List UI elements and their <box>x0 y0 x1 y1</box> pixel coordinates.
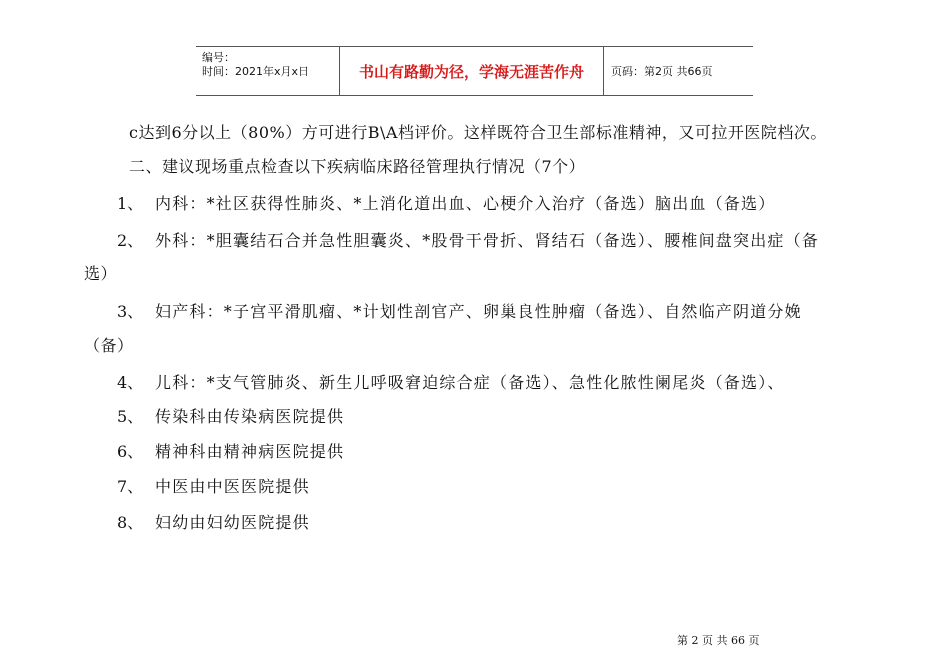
list-item-text: 传染科由传染病医院提供 <box>155 407 345 426</box>
list-item-text: 中医由中医医院提供 <box>155 477 310 496</box>
list-item-continuation: 选） <box>84 264 118 283</box>
list-item-continuation: （备） <box>84 336 134 355</box>
list-item-text: 内科：*社区获得性肺炎、*上消化道出血、心梗介入治疗（备选）脑出血（备选） <box>155 194 776 213</box>
header-motto: 书山有路勤为径，学海无涯苦作舟 <box>340 47 604 95</box>
list-item-number: 4、 <box>117 373 144 392</box>
list-item-number: 3、 <box>117 302 144 321</box>
list-item-text: 妇幼由妇幼医院提供 <box>155 513 310 532</box>
page-footer: 第 2 页 共 66 页 <box>677 634 760 647</box>
list-item <box>117 370 877 390</box>
list-item <box>117 191 877 211</box>
list-item-number: 1、 <box>117 194 144 213</box>
list-item-text: 精神科由精神病医院提供 <box>155 442 345 461</box>
list-item-number: 8、 <box>117 513 144 532</box>
list-item-number: 6、 <box>117 442 144 461</box>
paragraph-2: 二、建议现场重点检查以下疾病临床路径管理执行情况（7个） <box>129 157 586 176</box>
list-item-text: 外科：*胆囊结石合并急性胆囊炎、*股骨干骨折、肾结石（备选）、腰椎间盘突出症（备 <box>155 231 820 250</box>
list-item <box>117 474 877 494</box>
paragraph-1: c达到6分以上（80%）方可进行B\A档评价。这样既符合卫生部标准精神，又可拉开医院档次。 <box>129 123 827 142</box>
list-item-number: 2、 <box>117 231 144 250</box>
page-header <box>196 46 753 96</box>
header-page-info: 页码：第2页 共66页 <box>611 65 713 78</box>
list-item-text: 妇产科：*子宫平滑肌瘤、*计划性剖官产、卵巢良性肿瘤（备选）、自然临产阴道分娩 <box>155 302 802 321</box>
header-meta <box>196 47 340 95</box>
list-item <box>117 228 877 248</box>
list-item <box>117 439 877 459</box>
number-label: 编号： <box>202 51 235 64</box>
list-item <box>117 510 877 530</box>
list-item <box>117 404 877 424</box>
list-item <box>117 299 877 319</box>
list-item-text: 儿科：*支气管肺炎、新生儿呼吸窘迫综合症（备选）、急性化脓性阑尾炎（备选）、 <box>155 373 785 392</box>
list-item-number: 7、 <box>117 477 144 496</box>
time-label: 时间：2021年x月x日 <box>202 65 310 78</box>
list-item-number: 5、 <box>117 407 144 426</box>
